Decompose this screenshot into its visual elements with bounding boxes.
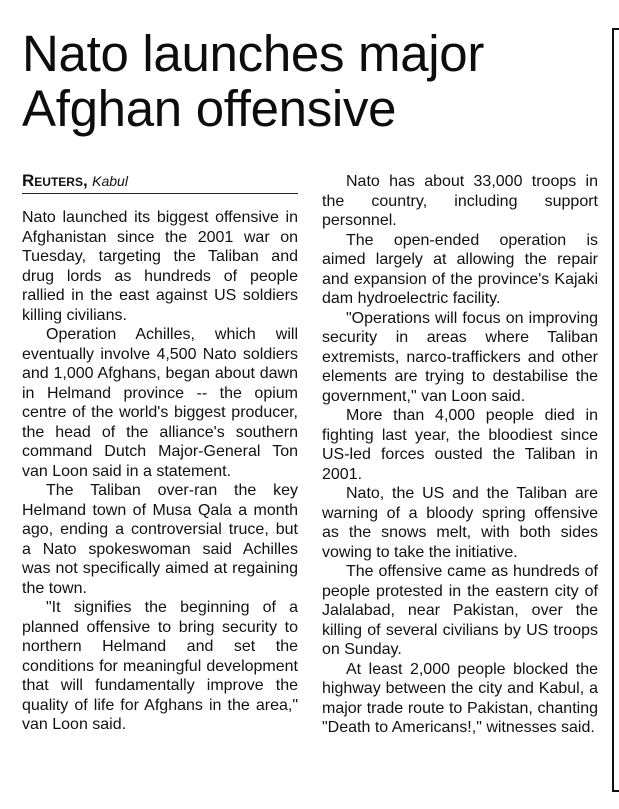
byline-place: Kabul: [92, 173, 128, 189]
paragraph: "It signifies the beginning of a planned offensive to bring security to northern Helmand and set the conditions for meaningful development that will fundamentally improve the quality of life for Afghans in the area," van Loon said.: [22, 599, 298, 733]
page-edge-bracket: [612, 28, 619, 792]
paragraph: Nato has about 33,000 troops in the country, including support personnel.: [322, 173, 598, 229]
headline: Nato launches major Afghan offensive: [22, 25, 485, 137]
paragraph: Operation Achilles, which will eventually involve 4,500 Nato soldiers and 1,000 Afghans, began about dawn in Helmand province -- the opium centre of the world's biggest producer, the head of the alliance's southern command Dutch Major-General Ton van Loon said in a statement.: [22, 326, 298, 480]
paragraph: The offensive came as hundreds of people protested in the eastern city of Jalalabad, near Pakistan, over the killing of several civilians by US troops on Sunday.: [322, 563, 598, 658]
paragraph: The open-ended operation is aimed largely at allowing the repair and expansion of the province's Kajaki dam hydroelectric facility.: [322, 231, 598, 307]
paragraph: More than 4,000 people died in fighting last year, the bloodiest since US-led forces ousted the Taliban in 2001.: [322, 407, 598, 483]
paragraph: At least 2,000 people blocked the highway between the city and Kabul, a major trade route to Pakistan, chanting "Death to Americans!," witnesses said.: [322, 660, 598, 736]
byline-agency: Reuters,: [22, 171, 88, 190]
paragraph: The Taliban over-ran the key Helmand town of Musa Qala a month ago, ending a controversial truce, but a Nato spokeswoman said Achilles was not specifically aimed at regaining the town.: [22, 482, 298, 597]
right-column: [322, 172, 598, 738]
left-column: [22, 208, 298, 735]
byline: [22, 171, 298, 194]
paragraph: Nato, the US and the Taliban are warning of a bloody spring offensive as the snows melt, with both sides vowing to take the initiative.: [322, 485, 598, 561]
paragraph: "Operations will focus on improving security in areas where Taliban extremists, narco-traffickers and other elements are trying to destabilise the government," van Loon said.: [322, 309, 598, 405]
paragraph: Nato launched its biggest offensive in Afghanistan since the 2001 war on Tuesday, targeting the Taliban and drug lords as hundreds of people rallied in the east against US soldiers killing civilians.: [22, 209, 298, 324]
